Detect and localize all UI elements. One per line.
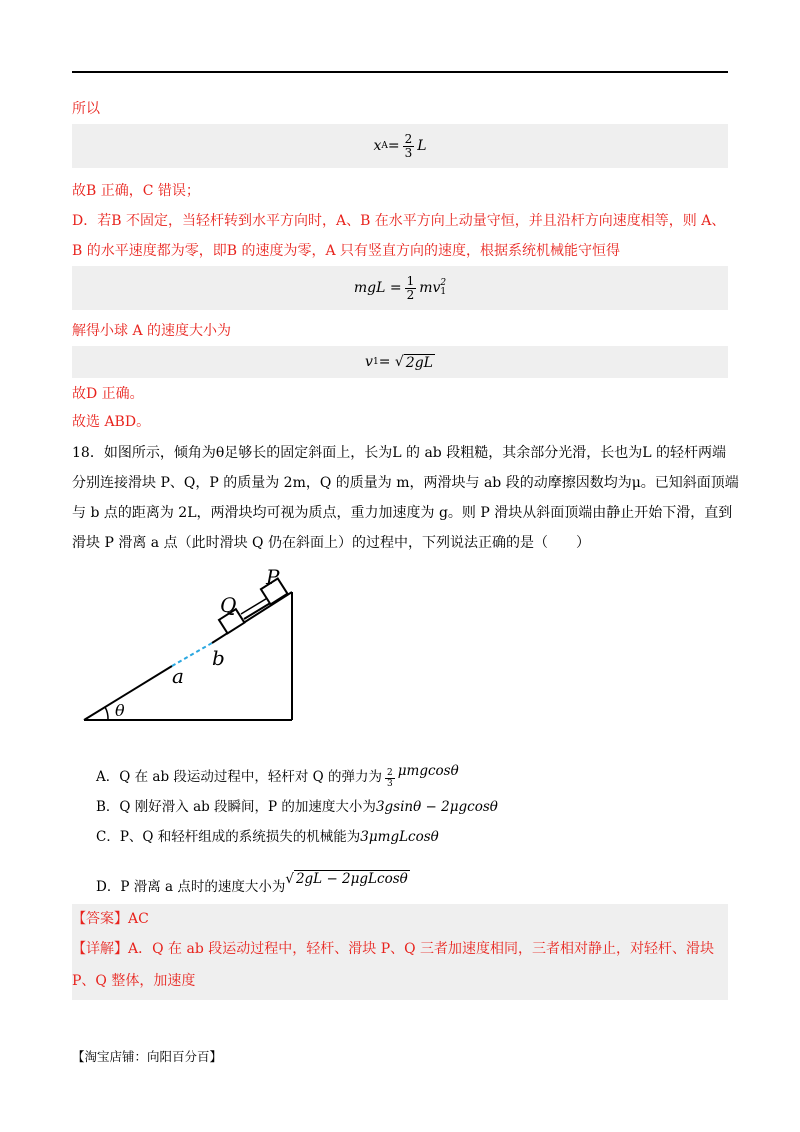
formula-energy-sup: 2	[440, 278, 447, 288]
option-C-text: C．P、Q 和轻杆组成的系统损失的机械能为	[96, 829, 361, 845]
header-rule	[72, 71, 728, 73]
option-C-expr: 3μmgLcosθ	[360, 829, 439, 845]
option-A-frac	[385, 768, 395, 789]
text-choose: 故选 ABD。	[72, 414, 151, 430]
formula-xA-rhs: L	[417, 138, 427, 154]
formula-energy	[72, 266, 728, 310]
frac-den: 3	[404, 145, 413, 160]
question-line2: 分别连接滑块 P、Q，P 的质量为 2m，Q 的质量为 m，两滑块与 ab 段的动摩擦因数均为μ。已知斜面顶端	[72, 475, 739, 491]
answer-line: 【答案】AC	[72, 911, 149, 927]
option-D-text: D．P 滑离 a 点时的速度大小为	[96, 879, 286, 895]
question-line1: 18．如图所示，倾角为θ足够长的固定斜面上，长为L 的 ab 段粗糙，其余部分光滑，长也为L 的轻杆两端	[72, 445, 726, 461]
formula-v1-sub: 1	[372, 357, 379, 367]
formula-energy-sub: 1	[440, 287, 447, 297]
question-line3: 与 b 点的距离为 2L，两滑块均可视为质点，重力加速度为 g。则 P 滑块从斜面顶端由静止开始下滑，直到	[72, 505, 733, 521]
option-B[interactable]	[96, 798, 498, 816]
question-line4: 滑块 P 滑离 a 点（此时滑块 Q 仍在斜面上）的过程中，下列说法正确的是（ ）	[72, 535, 590, 551]
text-D-line2: B 的水平速度都为零，即B 的速度为零，A 只有竖直方向的速度，根据系统机械能守恒得	[72, 243, 621, 259]
option-A-expr: μmgcosθ	[397, 763, 459, 779]
text-solve: 解得小球 A 的速度大小为	[72, 323, 232, 339]
frac-den: 2	[406, 287, 415, 302]
text-result-D: 故D 正确。	[72, 386, 144, 402]
text-D-line1: D．若B 不固定，当轻杆转到水平方向时，A、B 在水平方向上动量守恒，并且沿杆方向速度相等，则 A、	[72, 213, 726, 229]
formula-energy-rhs: mv	[419, 280, 441, 296]
text-so: 所以	[72, 101, 100, 117]
formula-energy-frac	[405, 275, 417, 302]
option-B-expr: 3gsinθ − 2μgcosθ	[375, 799, 498, 815]
incline-rough-segment	[172, 643, 212, 666]
incline-figure	[70, 565, 310, 730]
label-a: a	[172, 664, 184, 688]
formula-v1-eq: = √	[378, 354, 404, 370]
option-C[interactable]	[96, 828, 439, 846]
footer-store: 【淘宝店铺：向阳百分百】	[72, 1049, 223, 1064]
option-D-expr: 2gL − 2μgLcosθ	[295, 871, 408, 887]
formula-energy-lhs: mgL =	[353, 280, 402, 296]
option-A[interactable]	[96, 762, 459, 789]
formula-xA-eq: =	[387, 138, 400, 154]
option-D[interactable]	[96, 870, 410, 896]
formula-v1-rad: 2gL	[405, 354, 433, 371]
frac-num: 2	[387, 768, 393, 778]
formula-xA	[72, 124, 728, 168]
text-result-B: 故B 正确，C 错误；	[72, 183, 200, 199]
detail-line2: P、Q 整体，加速度	[72, 973, 196, 989]
label-P: P	[266, 565, 280, 589]
option-D-sqrt: √ 2gL − 2μgLcosθ	[285, 871, 408, 887]
label-Q: Q	[220, 593, 237, 617]
option-B-text: B．Q 刚好滑入 ab 段瞬间，P 的加速度大小为	[96, 799, 376, 815]
label-b: b	[212, 646, 225, 670]
formula-v1	[72, 346, 728, 378]
formula-v1-lhs: v	[365, 354, 373, 370]
theta-arc	[105, 707, 108, 720]
formula-xA-frac	[403, 133, 415, 160]
option-A-text: A．Q 在 ab 段运动过程中，轻杆对 Q 的弹力为	[96, 769, 383, 785]
formula-xA-sub: A	[381, 141, 388, 151]
frac-num: 1	[406, 273, 415, 288]
incline-slope-lower	[84, 666, 172, 720]
frac-den: 3	[387, 779, 393, 789]
frac-num: 2	[404, 131, 413, 146]
formula-xA-lhs: x	[373, 138, 382, 154]
detail-line1: 【详解】A．Q 在 ab 段运动过程中，轻杆、滑块 P、Q 三者加速度相同，三者相对静止，对轻杆、滑块	[72, 941, 715, 957]
label-theta: θ	[115, 701, 125, 720]
